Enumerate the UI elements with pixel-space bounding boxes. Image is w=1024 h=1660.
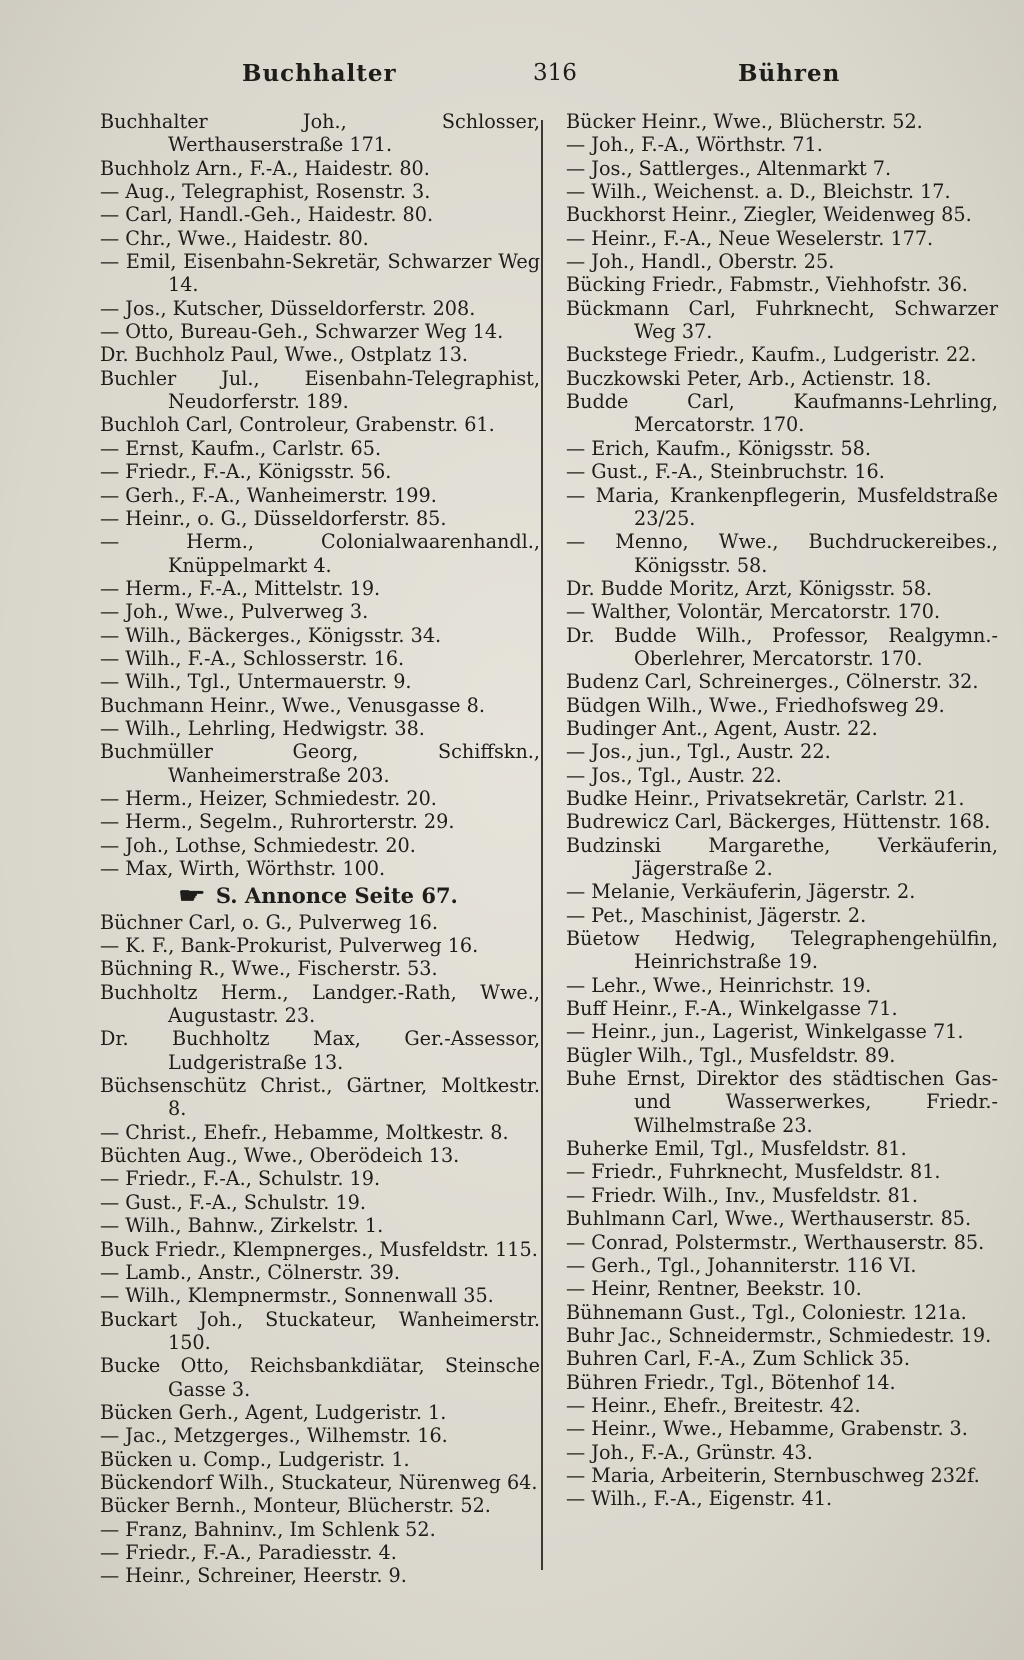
- directory-entry: — Emil, Eisenbahn-Sekretär, Schwarzer Weg 14.: [100, 250, 540, 297]
- directory-entry: — Heinr., Ehefr., Breitestr. 42.: [566, 1393, 861, 1417]
- directory-entry: — Ernst, Kaufm., Carlstr. 65.: [100, 436, 382, 460]
- directory-entry: Buhlmann Carl, Wwe., Werthauserstr. 85.: [566, 1207, 972, 1231]
- directory-entry: Buff Heinr., F.-A., Winkelgasse 71.: [566, 997, 898, 1021]
- directory-entry: — Jac., Metzgerges., Wilhemstr. 16.: [100, 1424, 448, 1448]
- directory-entry: — Gust., F.-A., Schulstr. 19.: [100, 1190, 366, 1214]
- annonce-text: S. Annonce Seite 67.: [215, 883, 458, 909]
- header-left-keyword: Buchhalter: [242, 60, 397, 87]
- directory-entry: Buckart Joh., Stuckateur, Wanheimerstr. 150.: [100, 1307, 540, 1354]
- directory-entry: — Jos., Sattlerges., Altenmarkt 7.: [566, 156, 892, 180]
- directory-entry: — Gust., F.-A., Steinbruchstr. 16.: [566, 460, 885, 484]
- directory-entry: — Erich, Kaufm., Königsstr. 58.: [566, 436, 871, 460]
- directory-entry: Bücking Friedr., Fabmstr., Viehhofstr. 36.: [566, 273, 968, 297]
- directory-entry: — Otto, Bureau-Geh., Schwarzer Weg 14.: [100, 320, 504, 344]
- directory-entry: Bügler Wilh., Tgl., Musfeldstr. 89.: [566, 1043, 896, 1067]
- directory-entry: — Wilh., Weichenst. a. D., Bleichstr. 17.: [566, 180, 951, 204]
- directory-entry: — Wilh., Klempnermstr., Sonnenwall 35.: [100, 1284, 494, 1308]
- directory-entry: — Joh., Wwe., Pulverweg 3.: [100, 600, 369, 624]
- directory-entry: — Wilh., F.-A., Eigenstr. 41.: [566, 1487, 833, 1511]
- directory-entry: Budzinski Margarethe, Verkäuferin, Jägerstraße 2.: [566, 833, 998, 880]
- directory-entry: Buck Friedr., Klempnerges., Musfeldstr. 115.: [100, 1237, 538, 1261]
- directory-entry: — Chr., Wwe., Haidestr. 80.: [100, 226, 369, 250]
- directory-entry: Buchhalter Joh., Schlosser, Werthauserstraße 171.: [100, 110, 540, 157]
- directory-entry: Bühnemann Gust., Tgl., Coloniestr. 121a.: [566, 1300, 967, 1324]
- directory-entry: — Heinr., jun., Lagerist, Winkelgasse 71.: [566, 1020, 964, 1044]
- right-entries: [566, 110, 998, 1511]
- directory-entry: — Wilh., Bahnw., Zirkelstr. 1.: [100, 1214, 384, 1238]
- directory-entry: Büchning R., Wwe., Fischerstr. 53.: [100, 957, 438, 981]
- directory-entry: — Maria, Arbeiterin, Sternbuschweg 232f.: [566, 1463, 980, 1487]
- directory-entry: Bücken u. Comp., Ludgeristr. 1.: [100, 1447, 410, 1471]
- directory-entry: — Heinr., F.-A., Neue Weselerstr. 177.: [566, 226, 934, 250]
- left-column: [100, 110, 540, 1588]
- directory-entry: Buchler Jul., Eisenbahn-Telegraphist, Neudorferstr. 189.: [100, 366, 540, 414]
- directory-entry: — Friedr., Fuhrknecht, Musfeldstr. 81.: [566, 1160, 941, 1184]
- page-number: 316: [533, 60, 577, 86]
- directory-entry: — Christ., Ehefr., Hebamme, Moltkestr. 8.: [100, 1120, 509, 1144]
- directory-entry: Bückmann Carl, Fuhrknecht, Schwarzer Weg 37.: [566, 296, 998, 344]
- directory-entry: Büchten Aug., Wwe., Oberödeich 13.: [100, 1144, 460, 1168]
- directory-entry: — Gerh., F.-A., Wanheimerstr. 199.: [100, 483, 437, 507]
- directory-entry: — Heinr., o. G., Düsseldorferstr. 85.: [100, 506, 447, 530]
- directory-entry: — Herm., Heizer, Schmiedestr. 20.: [100, 786, 437, 810]
- directory-entry: Buherke Emil, Tgl., Musfeldstr. 81.: [566, 1137, 907, 1161]
- directory-entry: Budde Carl, Kaufmanns-Lehrling, Mercatorstr. 170.: [566, 390, 998, 437]
- directory-entry: Buchmüller Georg, Schiffskn., Wanheimerstraße 203.: [100, 740, 540, 787]
- directory-entry: Bühren Friedr., Tgl., Bötenhof 14.: [566, 1370, 896, 1394]
- directory-entry: Buchholtz Herm., Landger.-Rath, Wwe., Augustastr. 23.: [100, 980, 540, 1028]
- left-entries-part-2: [100, 911, 540, 1588]
- directory-entry: — Jos., jun., Tgl., Austr. 22.: [566, 740, 831, 764]
- directory-entry: Buckhorst Heinr., Ziegler, Weidenweg 85.: [566, 203, 972, 227]
- directory-entry: — Aug., Telegraphist, Rosenstr. 3.: [100, 180, 431, 204]
- directory-entry: — Friedr., F.-A., Paradiesstr. 4.: [100, 1540, 397, 1564]
- directory-entry: Budenz Carl, Schreinerges., Cölnerstr. 32.: [566, 670, 979, 694]
- directory-entry: — Wilh., Lehrling, Hedwigstr. 38.: [100, 716, 425, 740]
- directory-entry: — Wilh., Tgl., Untermauerstr. 9.: [100, 670, 412, 694]
- directory-entry: — Conrad, Polstermstr., Werthauserstr. 85.: [566, 1230, 985, 1254]
- directory-entry: — Franz, Bahninv., Im Schlenk 52.: [100, 1517, 436, 1541]
- column-divider: [541, 120, 543, 1570]
- directory-entry: — Walther, Volontär, Mercatorstr. 170.: [566, 600, 941, 624]
- page-header: [0, 60, 1024, 100]
- directory-entry: — Maria, Krankenpflegerin, Musfeldstraße 23/25.: [566, 483, 998, 530]
- directory-entry: — Jos., Kutscher, Düsseldorferstr. 208.: [100, 296, 476, 320]
- directory-entry: — Menno, Wwe., Buchdruckereibes., Königsstr. 58.: [566, 530, 998, 577]
- directory-entry: Büchsenschütz Christ., Gärtner, Moltkestr. 8.: [100, 1074, 540, 1121]
- directory-entry: Budke Heinr., Privatsekretär, Carlstr. 21.: [566, 786, 965, 810]
- directory-entry: — Lamb., Anstr., Cölnerstr. 39.: [100, 1260, 400, 1284]
- directory-entry: Bucke Otto, Reichsbankdiätar, Steinsche Gasse 3.: [100, 1354, 540, 1401]
- directory-entry: Büdgen Wilh., Wwe., Friedhofsweg 29.: [566, 693, 945, 717]
- directory-entry: Büchner Carl, o. G., Pulverweg 16.: [100, 910, 438, 934]
- directory-entry: Dr. Budde Moritz, Arzt, Königsstr. 58.: [566, 576, 933, 600]
- directory-entry: — Heinr, Rentner, Beekstr. 10.: [566, 1277, 862, 1301]
- directory-entry: Dr. Buchholtz Max, Ger.-Assessor, Ludgeristraße 13.: [100, 1027, 540, 1074]
- directory-entry: Dr. Budde Wilh., Professor, Realgymn.-Oberlehrer, Mercatorstr. 170.: [566, 623, 998, 670]
- directory-entry: Buhren Carl, F.-A., Zum Schlick 35.: [566, 1347, 910, 1371]
- directory-entry: Buckstege Friedr., Kaufm., Ludgeristr. 22.: [566, 343, 977, 367]
- directory-entry: — Heinr., Schreiner, Heerstr. 9.: [100, 1564, 407, 1588]
- right-column: [566, 110, 998, 1511]
- directory-entry: — Jos., Tgl., Austr. 22.: [566, 763, 782, 787]
- directory-entry: — Wilh., Bäckerges., Königsstr. 34.: [100, 623, 442, 647]
- directory-entry: — Gerh., Tgl., Johanniterstr. 116 VI.: [566, 1253, 917, 1277]
- directory-entry: Buhr Jac., Schneidermstr., Schmiedestr. 19.: [566, 1323, 992, 1347]
- pointing-hand-icon: ☛: [178, 883, 206, 910]
- directory-entry: Bücker Bernh., Monteur, Blücherstr. 52.: [100, 1494, 491, 1518]
- directory-entry: — Melanie, Verkäuferin, Jägerstr. 2.: [566, 880, 916, 904]
- directory-entry: Bücken Gerh., Agent, Ludgeristr. 1.: [100, 1400, 447, 1424]
- directory-entry: Budinger Ant., Agent, Austr. 22.: [566, 716, 878, 740]
- directory-entry: — Carl, Handl.-Geh., Haidestr. 80.: [100, 203, 434, 227]
- directory-entry: — Friedr. Wilh., Inv., Musfeldstr. 81.: [566, 1183, 918, 1207]
- directory-entry: — K. F., Bank-Prokurist, Pulverweg 16.: [100, 934, 479, 958]
- left-entries-part-1: [100, 110, 540, 880]
- directory-entry: — Wilh., F.-A., Schlosserstr. 16.: [100, 646, 405, 670]
- directory-entry: Dr. Buchholz Paul, Wwe., Ostplatz 13.: [100, 343, 469, 367]
- directory-entry: — Joh., F.-A., Grünstr. 43.: [566, 1440, 813, 1464]
- directory-entry: — Joh., Handl., Oberstr. 25.: [566, 250, 835, 274]
- directory-entry: — Max, Wirth, Wörthstr. 100.: [100, 857, 386, 880]
- directory-entry: — Heinr., Wwe., Hebamme, Grabenstr. 3.: [566, 1417, 968, 1441]
- directory-entry: — Friedr., F.-A., Königsstr. 56.: [100, 460, 392, 484]
- directory-entry: — Pet., Maschinist, Jägerstr. 2.: [566, 903, 867, 927]
- directory-entry: Büetow Hedwig, Telegraphengehülfin, Heinrichstraße 19.: [566, 927, 998, 974]
- directory-entry: — Herm., Colonialwaarenhandl., Knüppelmarkt 4.: [100, 530, 540, 577]
- directory-entry: — Joh., F.-A., Wörthstr. 71.: [566, 133, 823, 157]
- directory-entry: Buczkowski Peter, Arb., Actienstr. 18.: [566, 366, 932, 390]
- directory-entry: Bücker Heinr., Wwe., Blücherstr. 52.: [566, 110, 923, 133]
- directory-entry: — Lehr., Wwe., Heinrichstr. 19.: [566, 973, 872, 997]
- directory-entry: Buchmann Heinr., Wwe., Venusgasse 8.: [100, 693, 485, 717]
- directory-entry: Buhe Ernst, Direktor des städtischen Gas- und Wasserwerkes, Friedr.-Wilhelmstraße 23.: [566, 1067, 998, 1137]
- directory-entry: — Joh., Lothse, Schmiedestr. 20.: [100, 833, 416, 857]
- directory-entry: Bückendorf Wilh., Stuckateur, Nürenweg 64.: [100, 1470, 538, 1494]
- header-right-keyword: Bühren: [738, 60, 841, 87]
- annonce-line: [100, 880, 540, 910]
- directory-entry: — Herm., Segelm., Ruhrorterstr. 29.: [100, 810, 455, 834]
- directory-entry: Budrewicz Carl, Bäckerges, Hüttenstr. 168.: [566, 810, 991, 834]
- directory-entry: — Herm., F.-A., Mittelstr. 19.: [100, 576, 381, 600]
- directory-entry: Buchloh Carl, Controleur, Grabenstr. 61.: [100, 413, 495, 437]
- directory-entry: Buchholz Arn., F.-A., Haidestr. 80.: [100, 156, 430, 180]
- directory-entry: — Friedr., F.-A., Schulstr. 19.: [100, 1167, 381, 1191]
